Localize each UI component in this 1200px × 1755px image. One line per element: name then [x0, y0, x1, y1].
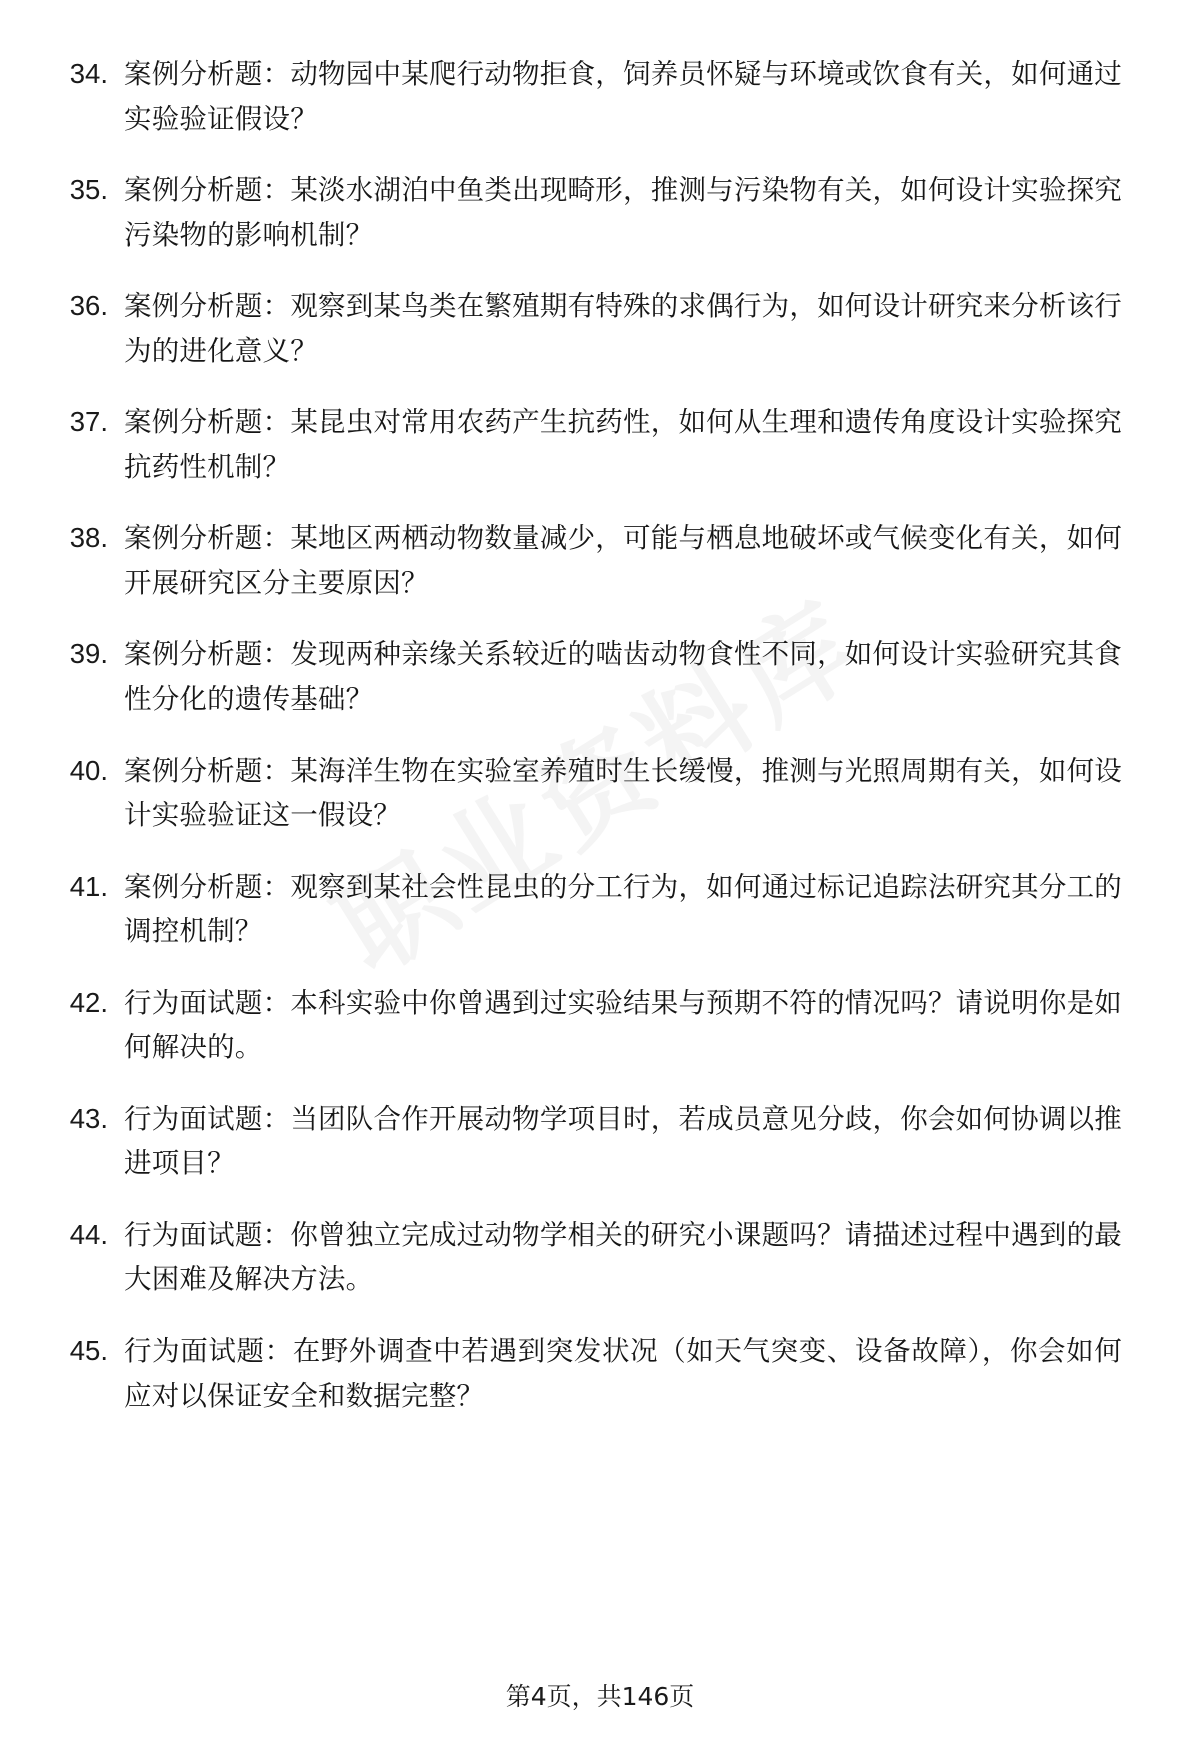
question-number: 44.	[69, 1218, 108, 1250]
question-number: 41.	[69, 870, 108, 902]
question-text: 案例分析题：观察到某鸟类在繁殖期有特殊的求偶行为，如何设计研究来分析该行为的进化意义？	[124, 290, 1122, 367]
question-number: 35.	[69, 174, 108, 206]
question-number: 39.	[69, 638, 108, 670]
list-item	[62, 865, 1122, 954]
question-number: 40.	[69, 754, 108, 786]
question-text: 案例分析题：某昆虫对常用农药产生抗药性，如何从生理和遗传角度设计实验探究抗药性机制？	[124, 406, 1122, 483]
list-item	[62, 168, 1122, 257]
question-text: 案例分析题：某海洋生物在实验室养殖时生长缓慢，推测与光照周期有关，如何设计实验验证这一假设？	[124, 754, 1122, 832]
list-item	[62, 284, 1122, 373]
question-text: 案例分析题：某淡水湖泊中鱼类出现畸形，推测与污染物有关，如何设计实验探究污染物的影响机制？	[124, 174, 1122, 251]
question-number: 38.	[69, 522, 108, 554]
list-item	[62, 1329, 1122, 1418]
question-number: 43.	[69, 1102, 108, 1134]
page-footer: 第4页，共146页	[505, 1682, 695, 1711]
question-text: 案例分析题：某地区两栖动物数量减少，可能与栖息地破坏或气候变化有关，如何开展研究区分主要原因？	[124, 522, 1122, 599]
list-item	[62, 749, 1122, 838]
list-item	[62, 632, 1122, 721]
question-text: 行为面试题：在野外调查中若遇到突发状况（如天气突变、设备故障），你会如何应对以保证安全和数据完整？	[124, 1335, 1122, 1412]
list-item	[62, 1213, 1122, 1302]
question-number: 42.	[69, 986, 108, 1018]
question-list	[62, 52, 1122, 1418]
question-text: 案例分析题：发现两种亲缘关系较近的啮齿动物食性不同，如何设计实验研究其食性分化的遗传基础？	[124, 638, 1122, 716]
question-text: 案例分析题：观察到某社会性昆虫的分工行为，如何通过标记追踪法研究其分工的调控机制？	[124, 870, 1122, 948]
question-text: 行为面试题：本科实验中你曾遇到过实验结果与预期不符的情况吗？请说明你是如何解决的。	[124, 986, 1122, 1064]
list-item	[62, 52, 1122, 141]
list-item	[62, 400, 1122, 489]
question-number: 34.	[69, 58, 108, 89]
list-item	[62, 981, 1122, 1070]
question-text: 行为面试题：你曾独立完成过动物学相关的研究小课题吗？请描述过程中遇到的最大困难及解决方法。	[124, 1218, 1122, 1296]
list-item	[62, 516, 1122, 605]
question-text: 行为面试题：当团队合作开展动物学项目时，若成员意见分歧，你会如何协调以推进项目？	[124, 1102, 1122, 1180]
question-number: 36.	[69, 290, 108, 322]
list-item	[62, 1097, 1122, 1186]
question-number: 37.	[69, 406, 108, 438]
question-text: 案例分析题：动物园中某爬行动物拒食，饲养员怀疑与环境或饮食有关，如何通过实验验证假设？	[124, 58, 1122, 135]
question-number: 45.	[69, 1335, 108, 1367]
